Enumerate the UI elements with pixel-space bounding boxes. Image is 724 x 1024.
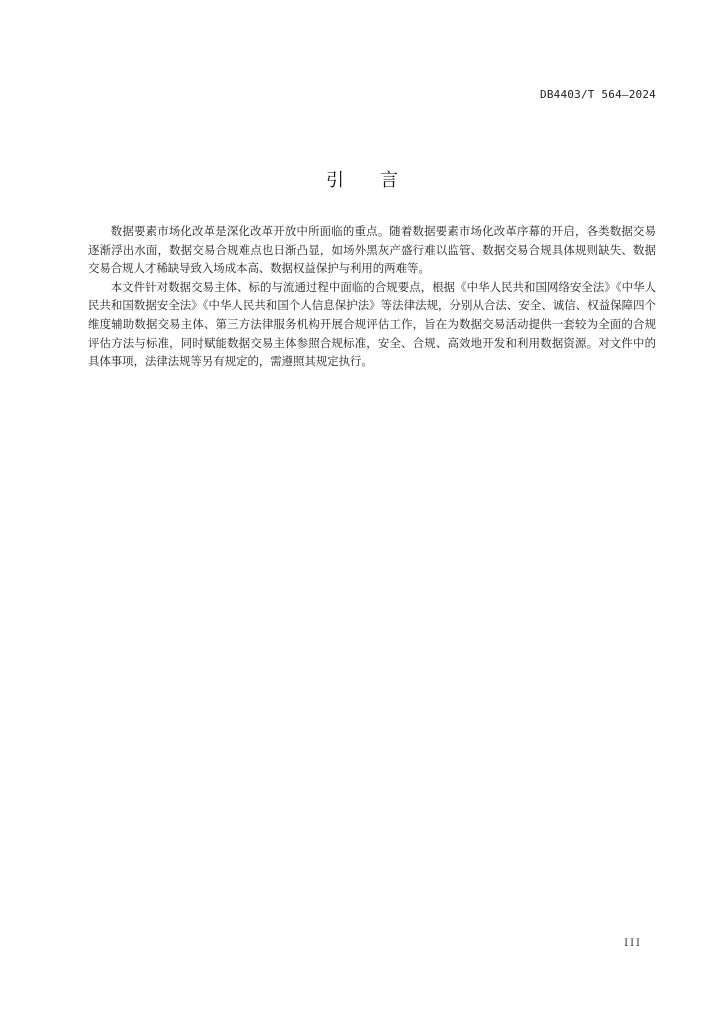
body-text [88,222,656,371]
paragraph-intro: 数据要素市场化改革是深化改革开放中所面临的重点。随着数据要素市场化改革序幕的开启，各类数据交易逐渐浮出水面，数据交易合规难点也日渐凸显，如场外黑灰产盛行难以监管、数据交易合规具体规则缺失、数据交易合规人才稀缺导致入场成本高、数据权益保护与利用的两难等。 [88,224,656,276]
page-number: III [624,938,642,949]
section-title: 引言 [326,170,434,191]
document-code: DB4403/T 564—2024 [540,88,656,101]
paragraph-scope: 本文件针对数据交易主体、标的与流通过程中面临的合规要点，根据《中华人民共和国网络安全法》《中华人民共和国数据安全法》《中华人民共和国个人信息保护法》等法律法规，分别从合法、安全、诚信、权益保障四个维度辅助数据交易主体、第三方法律服务机构开展合规评估工作，旨在为数据交易活动提供一套较为全面的合规评估方法与标准，同时赋能数据交易主体参照合规标准，安全、合规、高效地开发和利用数据资源。对文件中的具体事项，法律法规等另有规定的，需遵照其规定执行。 [88,279,656,369]
